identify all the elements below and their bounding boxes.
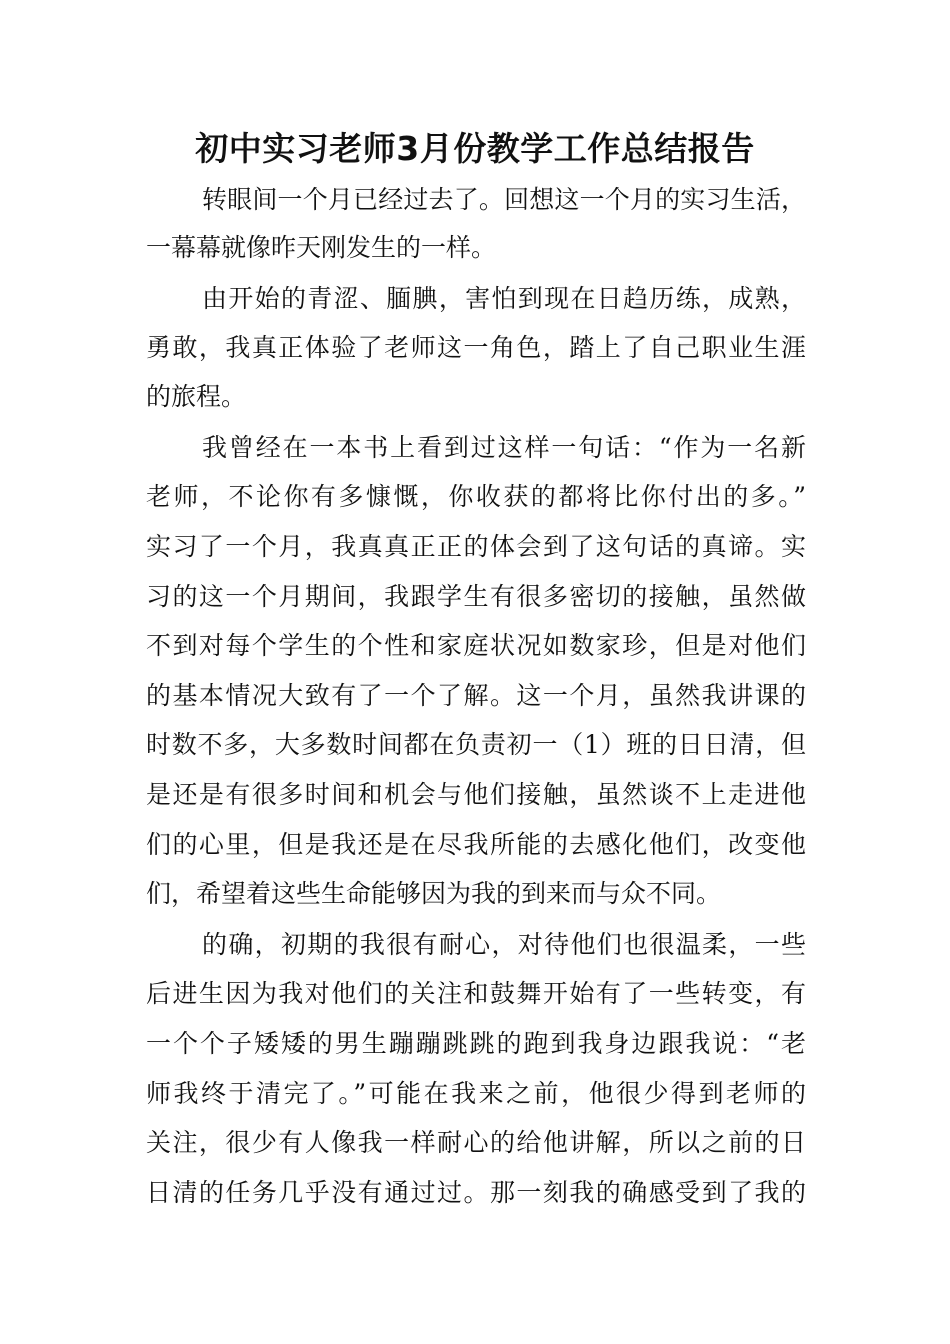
text-line: 由开始的青涩、腼腆，害怕到现在日趋历练，成熟，: [202, 284, 806, 313]
text-line: 勇敢，我真正体验了老师这一角色，踏上了自己职业生涯: [146, 333, 806, 362]
text-line: 们的心里，但是我还是在尽我所能的去感化他们，改变他: [146, 830, 806, 859]
text-line: 转眼间一个月已经过去了。回想这一个月的实习生活，: [202, 185, 806, 214]
text-line: 是还是有很多时间和机会与他们接触，虽然谈不上走进他: [146, 780, 806, 809]
text-line: 一幕幕就像昨天刚发生的一样。: [146, 233, 497, 262]
text-line: 我曾经在一本书上看到过这样一句话：“作为一名新: [202, 433, 806, 462]
text-line: 们，希望着这些生命能够因为我的到来而与众不同。: [146, 879, 722, 908]
text-line: 不到对每个学生的个性和家庭状况如数家珍，但是对他们: [146, 631, 806, 660]
text-line: 的确，初期的我很有耐心，对待他们也很温柔，一些: [202, 930, 806, 959]
text-line: 日清的任务几乎没有通过过。那一刻我的确感受到了我的: [146, 1178, 806, 1207]
text-line: 时数不多，大多数时间都在负责初一（1）班的日日清，但: [146, 730, 806, 759]
document-title: 初中实习老师3月份教学工作总结报告: [195, 129, 755, 168]
text-line: 关注，很少有人像我一样耐心的给他讲解，所以之前的日: [146, 1128, 806, 1157]
text-line: 一个个子矮矮的男生蹦蹦跳跳的跑到我身边跟我说：“老: [146, 1029, 806, 1058]
text-line: 后进生因为我对他们的关注和鼓舞开始有了一些转变，有: [146, 979, 806, 1008]
text-line: 老师，不论你有多慷慨，你收获的都将比你付出的多。”: [146, 482, 806, 511]
text-line: 的旅程。: [146, 382, 247, 411]
text-line: 师我终于清完了。”可能在我来之前，他很少得到老师的: [146, 1079, 806, 1108]
text-line: 实习了一个月，我真真正正的体会到了这句话的真谛。实: [146, 532, 806, 561]
text-line: 习的这一个月期间，我跟学生有很多密切的接触，虽然做: [146, 582, 806, 611]
text-line: 的基本情况大致有了一个了解。这一个月，虽然我讲课的: [146, 681, 806, 710]
